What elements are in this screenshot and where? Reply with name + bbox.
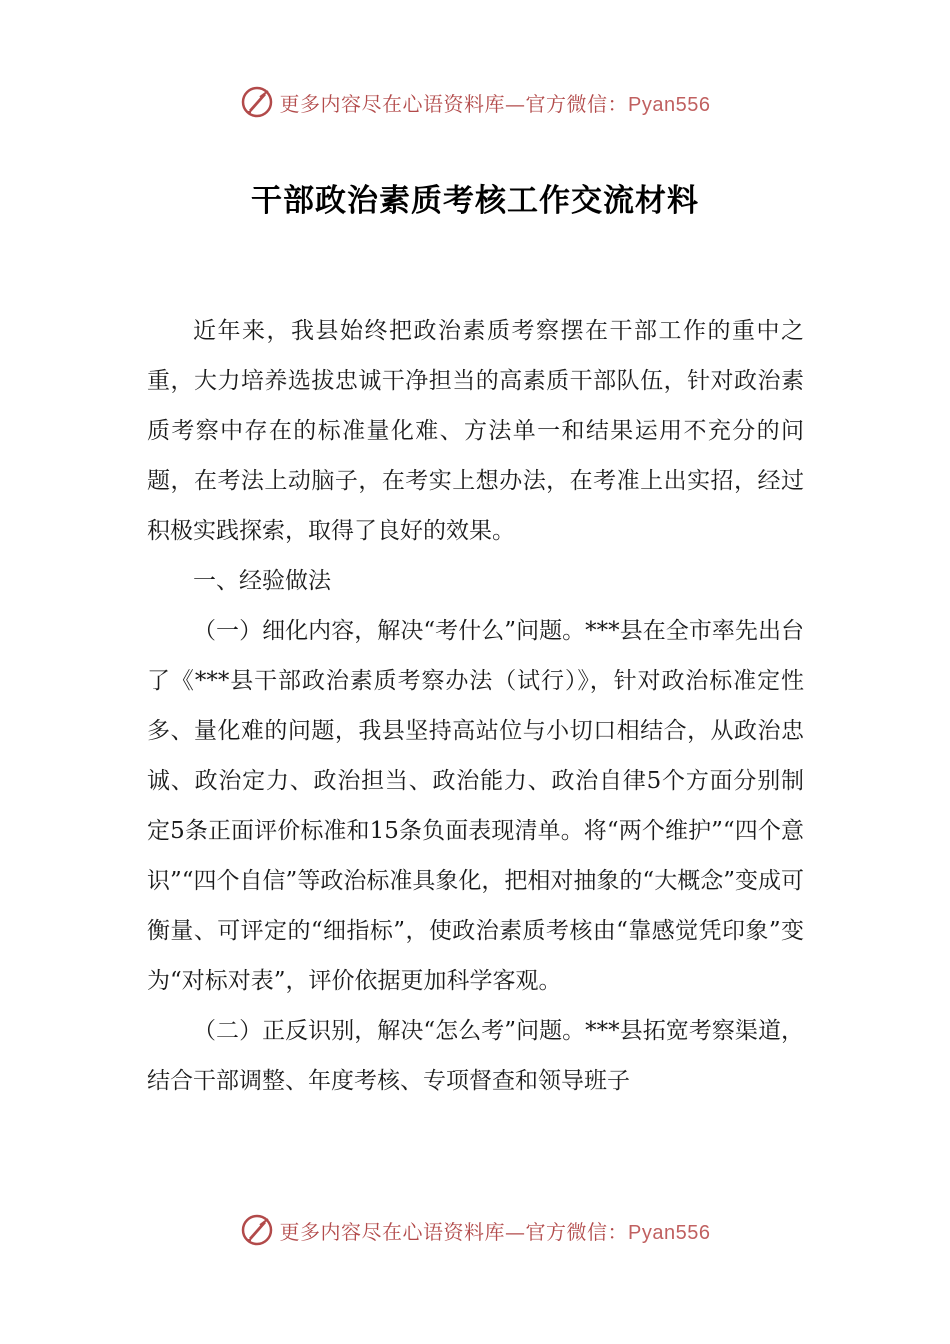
quill-logo-icon: [240, 1213, 274, 1247]
wechat-id: Pyan556: [628, 1221, 711, 1244]
bottom-watermark-banner: [0, 1208, 950, 1252]
wechat-id: Pyan556: [628, 93, 711, 116]
paragraph-intro: 近年来，我县始终把政治素质考察摆在干部工作的重中之重，大力培养选拔忠诚干净担当的高素质干部队伍，针对政治素质考察中存在的标准量化难、方法单一和结果运用不充分的问题，在考法上动脑子，在考实上想办法，在考准上出实招，经过积极实践探索，取得了良好的效果。: [147, 318, 804, 544]
top-watermark-banner: [0, 80, 950, 124]
quill-logo-icon: [240, 85, 274, 119]
document-body: [147, 306, 804, 1106]
paragraph-subsection-2: （二）正反识别，解决“怎么考”问题。***县拓宽考察渠道，结合干部调整、年度考核、专项督查和领导班子: [147, 1018, 804, 1094]
section-heading: 一、经验做法: [193, 568, 331, 594]
watermark-text: 更多内容尽在心语资料库—官方微信：Pyan556: [279, 91, 711, 116]
document-title: 干部政治素质考核工作交流材料: [251, 183, 699, 219]
watermark-text: 更多内容尽在心语资料库—官方微信：Pyan556: [279, 1219, 711, 1244]
paragraph-subsection-1: （一）细化内容，解决“考什么”问题。***县在全市率先出台了《***县干部政治素质考察办法（试行）》，针对政治标准定性多、量化难的问题，我县坚持高站位与小切口相结合，从政治忠诚、政治定力、政治担当、政治能力、政治自律5个方面分别制定5条正面评价标准和15条负面表现清单。将“两个维护”“四个意识”“四个自信”等政治标准具象化，把相对抽象的“大概念”变成可衡量、可评定的“细指标”，使政治素质考核由“靠感觉凭印象”变为“对标对表”，评价依据更加科学客观。: [147, 618, 804, 994]
